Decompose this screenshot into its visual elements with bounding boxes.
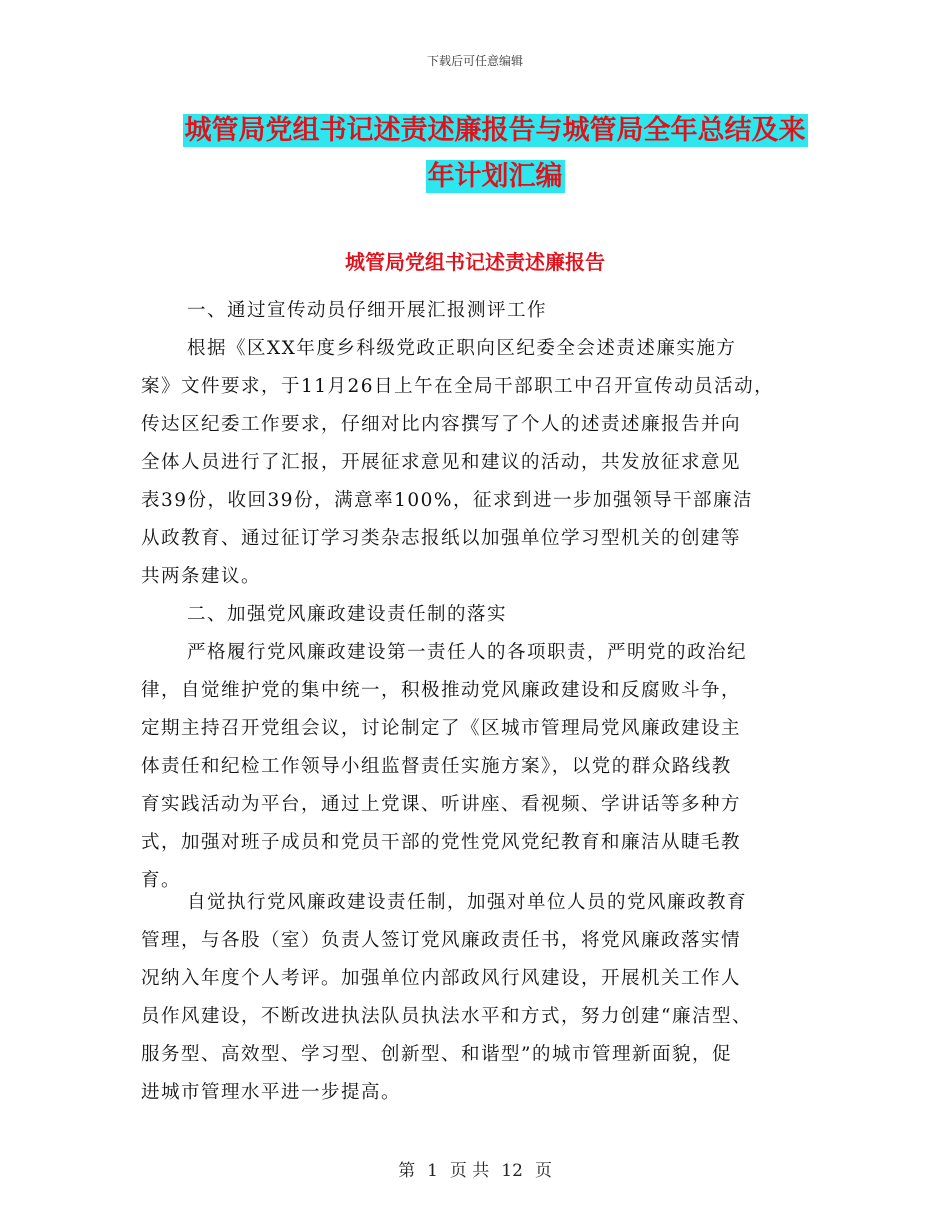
text-line: 传达区纪委工作要求，仔细对比内容撰写了个人的述责述廉报告并向: [141, 414, 742, 435]
heading-1: 一、通过宣传动员仔细开展汇报测评工作: [187, 300, 548, 321]
text-line: 管理，与各股（室）负责人签订党风廉政责任书，将党风廉政落实情: [141, 930, 742, 951]
text-line: 育。: [141, 870, 182, 891]
text-line: 根据《区XX年度乡科级党政正职向区纪委全会述责述廉实施方: [187, 338, 737, 359]
text-line: 定期主持召开党组会议，讨论制定了《区城市管理局党风廉政建设主: [141, 718, 742, 739]
footer-middle: 页 共: [449, 1161, 490, 1181]
heading-2: 二、加强党风廉政建设责任制的落实: [187, 604, 508, 625]
section-title: 城管局党组书记述责述廉报告: [345, 250, 605, 274]
text-line: 育实践活动为平台，通过上党课、听讲座、看视频、学讲话等多种方: [141, 794, 742, 815]
footer-page-number: 1: [427, 1161, 438, 1181]
body-text-block-1: [141, 292, 821, 900]
text-line: 律，自觉维护党的集中统一，积极推动党风廉政建设和反腐败斗争，: [141, 680, 742, 701]
text-line: 况纳入年度个人考评。加强单位内部政风行风建设，开展机关工作人: [141, 968, 742, 989]
document-title: [170, 108, 820, 200]
body-text-block-2: [141, 884, 821, 1112]
text-line: 员作风建设，不断改进执法队员执法水平和方式，努力创建“廉洁型、: [141, 1006, 752, 1027]
text-line: 从政教育、通过征订学习类杂志报纸以加强单位学习型机关的创建等: [141, 528, 742, 549]
text-line: 共两条建议。: [141, 566, 262, 587]
text-line: 服务型、高效型、学习型、创新型、和谐型”的城市管理新面貌，促: [141, 1044, 732, 1065]
header-note: 下载后可任意编辑: [426, 54, 523, 68]
text-line: 案》文件要求，于11月26日上午在全局干部职工中召开宣传动员活动，: [141, 376, 775, 397]
footer-total-pages: 12: [501, 1161, 523, 1181]
text-line: 进城市管理水平进一步提高。: [141, 1082, 402, 1103]
text-line: 严格履行党风廉政建设第一责任人的各项职责，严明党的政治纪: [187, 642, 748, 663]
text-line: 体责任和纪检工作领导小组监督责任实施方案》，以党的群众路线教: [141, 756, 732, 777]
footer-suffix: 页: [534, 1161, 552, 1181]
footer-prefix: 第: [398, 1161, 416, 1181]
text-line: 全体人员进行了汇报，开展征求意见和建议的活动，共发放征求意见: [141, 452, 742, 473]
text-line: 自觉执行党风廉政建设责任制，加强对单位人员的党风廉政教育: [187, 892, 748, 913]
text-line: 表39份，收回39份，满意率100%，征求到进一步加强领导干部廉洁: [141, 490, 753, 511]
title-line-1: 城管局党组书记述责述廉报告与城管局全年总结及来: [184, 115, 806, 146]
page-footer: [0, 1156, 950, 1181]
text-line: 式，加强对班子成员和党员干部的党性党风党纪教育和廉洁从睫毛教: [141, 832, 742, 853]
title-line-2: 年计划汇编: [427, 161, 563, 192]
